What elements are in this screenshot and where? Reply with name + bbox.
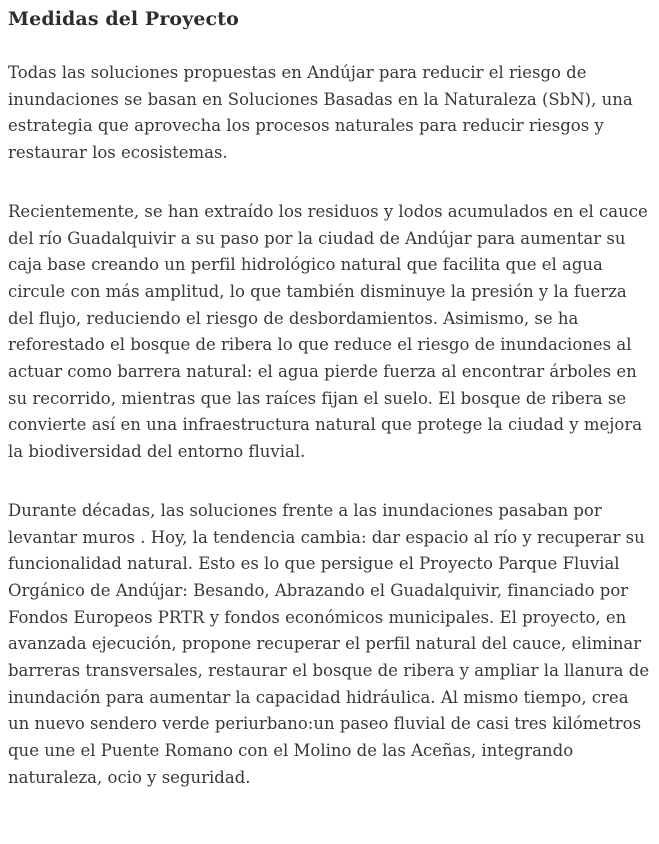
paragraph: Durante décadas, las soluciones frente a las inundaciones pasaban por levantar muros . Hoy, la tendencia cambia: dar espacio al río y recuperar su funcionalidad natural. Esto es lo que persigue el Proyecto Parque Fluvial Orgánico de Andújar: Besando, Abrazando el Guadalquivir, financiado por Fondos Europeos PRTR y fondos económicos municipales. El proyecto, en avanzada ejecución, propone recuperar el perfil natural del cauce, eliminar barreras transversales, restaurar el bosque de ribera y ampliar la llanura de inundación para aumentar la capacidad hidráulica. Al mismo tiempo, crea un nuevo sendero verde periurbano:un paseo fluvial de casi tres kilómetros que une el Puente Romano con el Molino de las Aceñas, integrando naturaleza, ocio y seguridad. <box>8 500 650 787</box>
paragraph: Todas las soluciones propuestas en Andújar para reducir el riesgo de inundaciones se basan en Soluciones Basadas en la Naturaleza (SbN), una estrategia que aprovecha los procesos naturales para reducir riesgos y restaurar los ecosistemas. <box>8 63 633 163</box>
paragraph: Recientemente, se han extraído los residuos y lodos acumulados en el cauce del río Guadalquivir a su paso por la ciudad de Andújar para aumentar su caja base creando un perfil hidrológico natural que facilita que el agua circule con más amplitud, lo que también disminuye la presión y la fuerza del flujo, reduciendo el riesgo de desbordamientos. Asimismo, se ha reforestado el bosque de ribera lo que reduce el riesgo de inundaciones al actuar como barrera natural: el agua pierde fuerza al encontrar árboles en su recorrido, mientras que las raíces fijan el suelo. El bosque de ribera se convierte así en una infraestructura natural que protege la ciudad y mejora la biodiversidad del entorno fluvial. <box>8 201 648 462</box>
section-heading: Medidas del Proyecto <box>8 8 239 30</box>
article-body <box>8 60 651 792</box>
